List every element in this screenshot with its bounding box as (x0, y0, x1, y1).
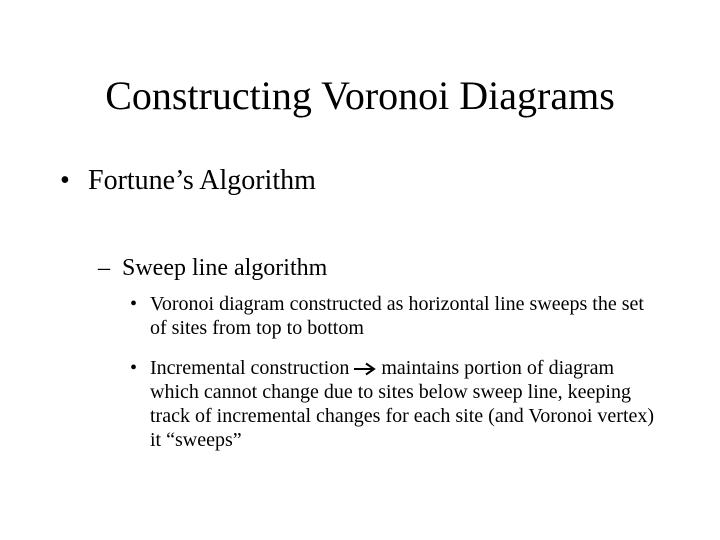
bullet-text: Fortune’s Algorithm (88, 165, 316, 196)
bullet-text (130, 356, 660, 452)
bullet-level-2 (98, 253, 327, 283)
bullet-level-3-second (130, 356, 660, 452)
slide-title: Constructing Voronoi Diagrams (105, 73, 615, 118)
bullet-marker: • (130, 293, 138, 315)
bullet-text-after-arrow: maintains portion of diagram which cannot change due to sites below sweep line, keeping track of incremental changes for each site (and Voronoi vertex) it “sweeps” (150, 357, 655, 451)
bullet-marker: • (130, 357, 138, 379)
bullet-level-3-first (130, 292, 660, 340)
bullet-marker: • (60, 165, 70, 196)
bullet-text: Sweep line algorithm (122, 255, 328, 281)
bullet-level-1 (60, 164, 316, 198)
right-arrow-icon (353, 362, 379, 376)
bullet-text: Voronoi diagram constructed as horizontal line sweeps the set of sites from top to bottom (150, 293, 644, 339)
dash-marker: – (98, 255, 110, 281)
bullet-text-before-arrow: Incremental construction (150, 357, 350, 379)
